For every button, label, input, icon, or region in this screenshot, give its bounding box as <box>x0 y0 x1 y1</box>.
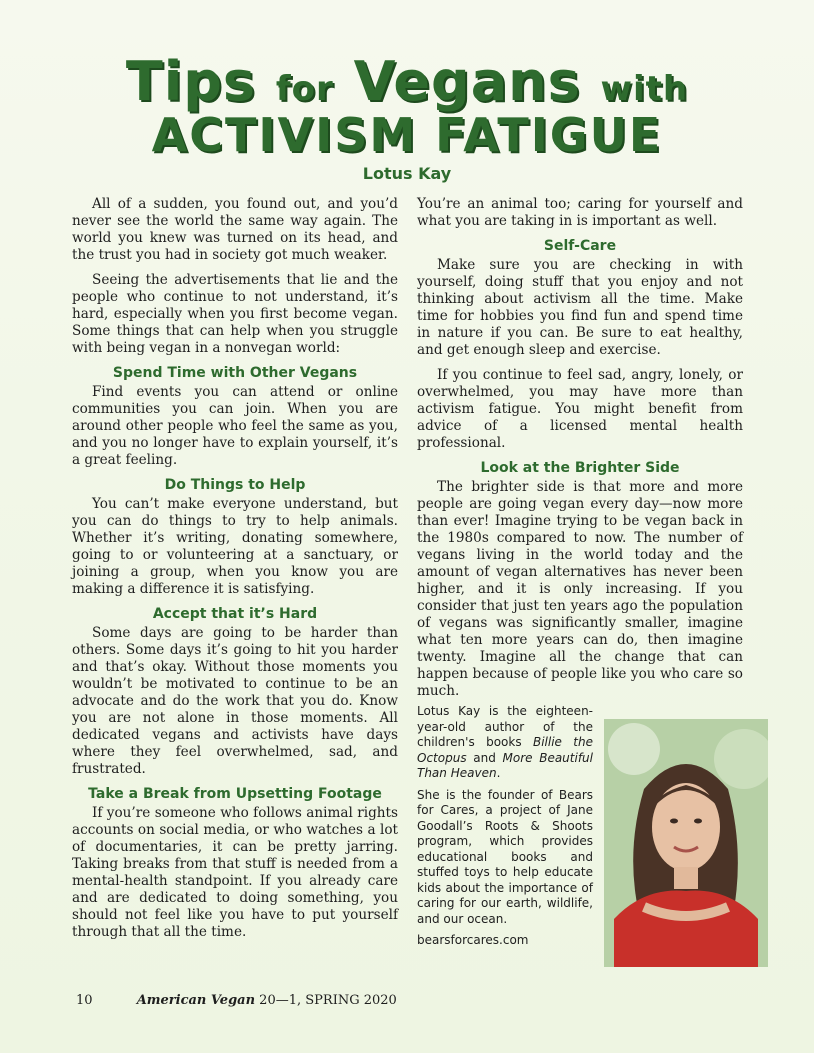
portrait-illustration <box>604 719 768 967</box>
section-heading: Take a Break from Upsetting Footage <box>88 786 382 802</box>
bio-text: Lotus Kay is the eighteen-year-old author of the children's books <box>417 704 593 749</box>
paragraph: Make sure you are checking in with yourself, doing stuff that you enjoy and not thinking about activism all the time. Make time for hobbies you find fun and spend time in nature if you can. Be sure to eat healthy, and get enough sleep and exercise. <box>417 257 743 358</box>
bio-text: . <box>496 766 501 780</box>
author-photo <box>604 719 768 967</box>
right-column <box>417 196 743 708</box>
section-heading: Do Things to Help <box>164 477 306 493</box>
paragraph: Find events you can attend or online communities you can join. When you are around other people who feel the same as you, and you no longer have to explain yourself, it’s a great feeling. <box>72 384 398 468</box>
left-column <box>72 196 398 949</box>
headline-word-with: with <box>600 69 689 109</box>
page-number: 10 <box>76 993 93 1008</box>
section-heading: Accept that it’s Hard <box>152 606 318 622</box>
paragraph: If you continue to feel sad, angry, lonely, or overwhelmed, you may have more than activism fatigue. You might benefit from advice of a licensed mental health professional. <box>417 367 743 451</box>
book-title: More Beautiful Than Heaven <box>417 750 593 780</box>
paragraph: You’re an animal too; caring for yourself and what you are taking in is important as well. <box>417 196 743 229</box>
author-bio <box>417 704 593 955</box>
headline-line-2: ACTIVISM FATIGUE <box>151 108 663 162</box>
book-title: Billie the Octopus <box>417 735 593 765</box>
page-footer <box>76 993 397 1008</box>
issue-info: 20—1, SPRING 2020 <box>255 993 397 1008</box>
byline: Lotus Kay <box>362 164 452 183</box>
section-heading: Look at the Brighter Side <box>480 460 680 476</box>
paragraph: Some days are going to be harder than others. Some days it’s going to hit you harder and that’s okay. Without those moments you wouldn’t be motivated to continue to be an advocate and do the work that you do. Know you are not alone in those moments. All dedicated vegans and activists have days where they feel overwhelmed, sad, and frustrated. <box>72 625 398 777</box>
website-link[interactable]: bearsforcares.com <box>417 933 529 947</box>
paragraph: If you’re someone who follows animal rights accounts on social media, or who watches a lot of documentaries, it can be pretty jarring. Taking breaks from that stuff is needed from a mental-health standpoint. If you already care and are dedicated to doing something, you should not feel like you have to put yourself through that all the time. <box>72 805 398 940</box>
headline-word-for: for <box>275 69 334 109</box>
paragraph: The brighter side is that more and more people are going vegan every day—now more than ever! Imagine trying to be vegan back in the 1980s compared to now. The number of vegans living in the world today and the amount of vegan alternatives has never been higher, and it is only increasing. If you consider that just ten years ago the population of vegans was significantly smaller, imagine what ten more years can do, then imagine twenty. Imagine all the change that can happen because of people like you who care so much. <box>417 479 743 699</box>
paragraph: Seeing the advertisements that lie and the people who continue to not understand, it’s hard, especially when you first become vegan. Some things that can help when you struggle with being vegan in a nonvegan world: <box>72 272 398 356</box>
magazine-name: American Vegan <box>136 993 256 1008</box>
headline-word-tips: Tips <box>125 50 276 113</box>
paragraph: You can’t make everyone understand, but you can do things to try to help animals. Whether it’s writing, donating somewhere, going to or volunteering at a sanctuary, or joining a group, when you know you are making a difference it is satisfying. <box>72 496 398 597</box>
section-heading: Spend Time with Other Vegans <box>112 365 358 381</box>
paragraph: All of a sudden, you found out, and you’d never see the world the same way again. The world you knew was turned on its head, and the trust you had in society got much weaker. <box>72 196 398 263</box>
headline-line-1 <box>0 50 814 113</box>
bio-paragraph <box>417 704 593 782</box>
headline-word-vegans: Vegans <box>333 50 601 113</box>
section-heading: Self-Care <box>543 238 617 254</box>
bio-paragraph: She is the founder of Bears for Cares, a project of Jane Goodall’s Roots & Shoots program, which provides educational books and stuffed toys to help educate kids about the importance of caring for our earth, wildlife, and our ocean. <box>417 787 593 926</box>
bio-text: and <box>466 750 503 765</box>
